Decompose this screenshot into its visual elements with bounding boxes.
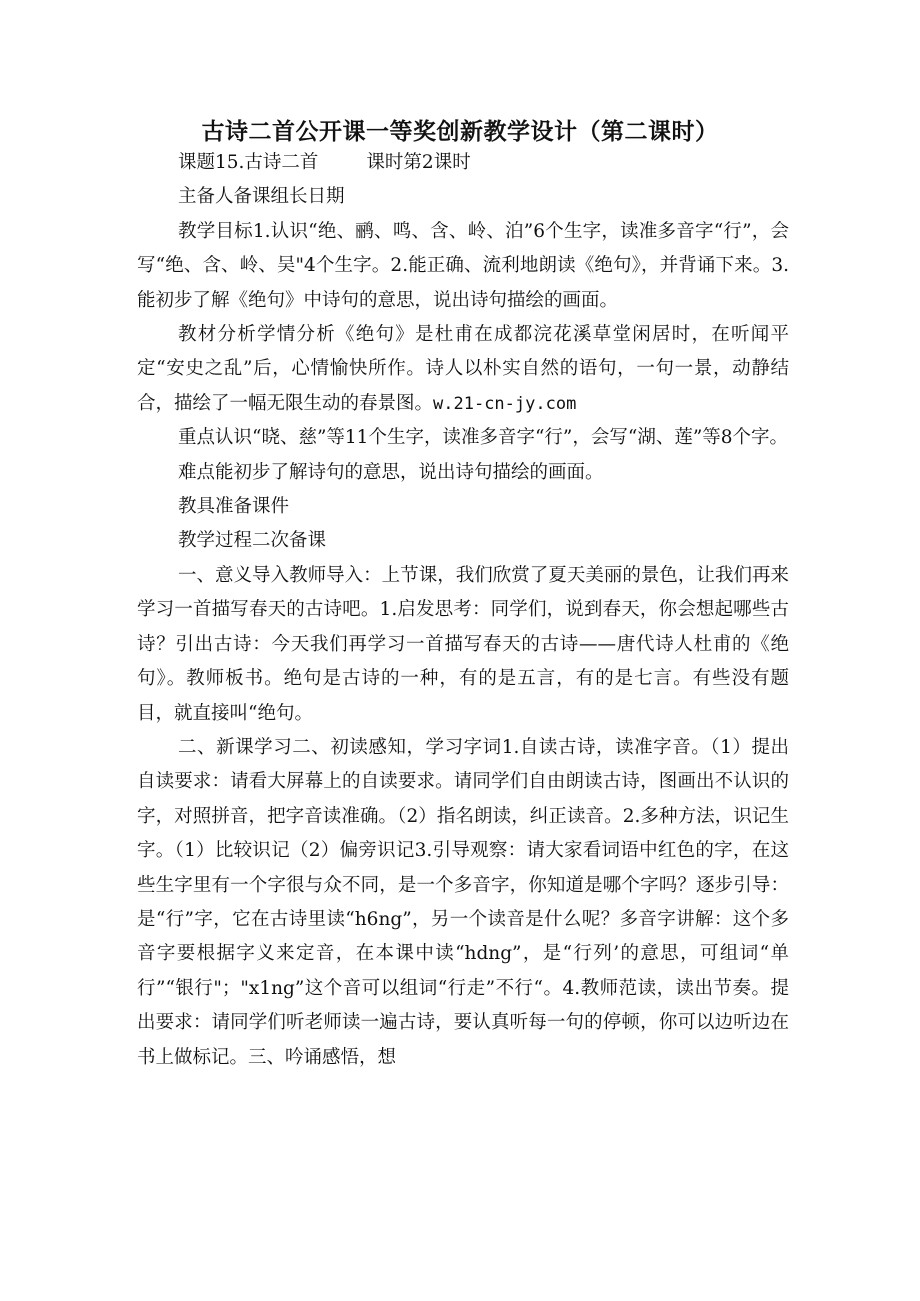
material-analysis	[137, 318, 789, 421]
document-body	[137, 146, 789, 1075]
teaching-objectives: 教学目标1.认识“绝、鹂、鸣、含、岭、泊”6个生字，读准多音字“行”，会写“绝、含、岭、吴"4个生字。2.能正确、流利地朗读《绝句》，并背诵下来。3.能初步了解《绝句》中诗句的意思，说出诗句描绘的画面。	[137, 220, 789, 311]
teaching-tools: 教具准备课件	[178, 496, 290, 518]
course-info-line	[137, 146, 789, 180]
material-analysis-text: 教材分析学情分析《绝句》是杜甫在成都浣花溪草堂闲居时，在听闻平定“安史之乱”后，心情愉快所作。诗人以朴实自然的语句，一句一景，动静结合，描绘了一幅无限生动的春景图。	[137, 324, 789, 414]
preparer-line: 主备人备课组长日期	[178, 186, 345, 208]
process-heading: 教学过程二次备课	[178, 530, 327, 552]
document-title: 古诗二首公开课一等奖创新教学设计（第二课时）	[201, 119, 719, 145]
difficulties: 难点能初步了解诗句的意思，说出诗句描绘的画面。	[178, 461, 604, 483]
course-period: 课时第2课时	[366, 152, 471, 173]
watermark-site-text: w.21-cn-jy.com	[433, 393, 577, 414]
course-title: 课题15.古诗二首	[178, 152, 319, 173]
section-one-introduction: 一、意义导入教师导入：上节课，我们欣赏了夏天美丽的景色，让我们再来学习一首描写春天的古诗吧。1.启发思考：同学们，说到春天，你会想起哪些古诗？引出古诗：今天我们再学习一首描写春天的古诗——唐代诗人杜甫的《绝句》。教师板书。绝句是古诗的一种，有的是五言，有的是七言。有些没有题目，就直接叫“绝句。	[137, 564, 789, 724]
key-points: 重点认识“晓、慈”等11个生字，读准多音字“行”，会写“湖、莲”等8个字。	[178, 427, 789, 449]
section-two-new-lesson: 二、新课学习二、初读感知，学习字词1.自读古诗，读准字音。（1）提出自读要求：请看大屏幕上的自读要求。请同学们自由朗读古诗，图画出不认识的字，对照拼音，把字音读准确。（2）指名朗读，纠正读音。2.多种方法，识记生字。（1）比较识记（2）偏旁识记3.引导观察：请大家看词语中红色的字，在这些生字里有一个字很与众不同，是一个多音字，你知道是哪个字吗？逐步引导：是“行”字，它在古诗里读“h6ng”，另一个读音是什么呢？多音字讲解：这个多音字要根据字义来定音，在本课中读“hdng”，是“行列’的意思，可组词“单行”“银行"；"x1ng”这个音可以组词“行走”不行“。4.教师范读，读出节奏。提出要求：请同学们听老师读一遍古诗，要认真听每一句的停顿，你可以边听边在书上做标记。三、吟诵感悟，想	[137, 736, 789, 1068]
